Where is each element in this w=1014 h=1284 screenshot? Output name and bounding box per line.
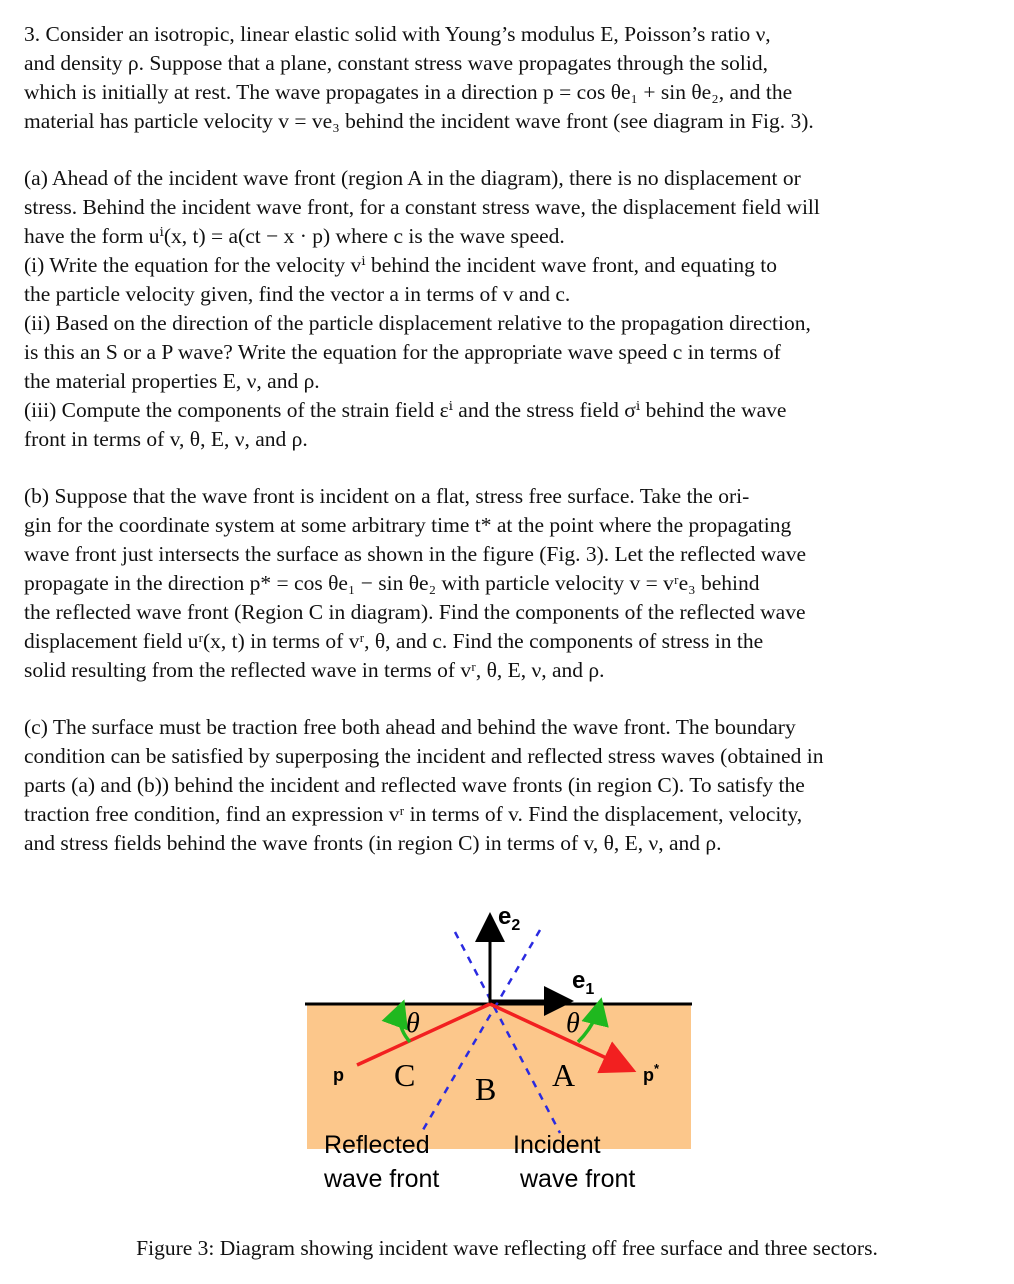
pstar-label: p*: [643, 1061, 660, 1085]
text-line: (b) Suppose that the wave front is incident on a flat, stress free surface. Take the ori-: [24, 484, 750, 508]
text-line: the reflected wave front (Region C in diagram). Find the components of the reflected wave: [24, 600, 806, 624]
text-line: front in terms of v, θ, E, ν, and ρ.: [24, 427, 308, 451]
text-line: traction free condition, find an expression vʳ in terms of v. Find the displacement, velocity,: [24, 802, 803, 826]
text-line: which is initially at rest. The wave propagates in a direction p = cos θe₁ + sin θe₂, and the: [24, 80, 793, 104]
text-line: is this an S or a P wave? Write the equation for the appropriate wave speed c in terms of: [24, 340, 781, 364]
wave-diagram: [0, 880, 1014, 1210]
problem-intro: [24, 20, 960, 136]
part-c: [24, 713, 960, 858]
text-line: and density ρ. Suppose that a plane, constant stress wave propagates through the solid,: [24, 51, 768, 75]
region-a-label: A: [552, 1057, 576, 1093]
text-line: condition can be satisfied by superposing the incident and reflected stress waves (obtained in: [24, 744, 824, 768]
reflected-label-2: wave front: [324, 1165, 440, 1193]
text-line: parts (a) and (b)) behind the incident and reflected wave fronts (in region C). To satisfy the: [24, 773, 805, 797]
figure-3: [0, 880, 1014, 1210]
text-line: displacement field uʳ(x, t) in terms of vʳ, θ, and c. Find the components of stress in the: [24, 629, 764, 653]
text-line: (a) Ahead of the incident wave front (region A in the diagram), there is no displacement or: [24, 166, 801, 190]
text-line: and stress fields behind the wave fronts (in region C) in terms of v, θ, E, ν, and ρ.: [24, 831, 722, 855]
reflected-label-1: Reflected: [324, 1131, 430, 1159]
incident-label-2: wave front: [520, 1165, 636, 1193]
solid-region: [307, 1004, 691, 1149]
text-line: propagate in the direction p* = cos θe₁ − sin θe₂ with particle velocity v = vʳe₃ behind: [24, 571, 760, 595]
text-line: have the form uⁱ(x, t) = a(ct − x · p) where c is the wave speed.: [24, 224, 565, 248]
text-line: (ii) Based on the direction of the particle displacement relative to the propagation direction,: [24, 311, 811, 335]
text-line: (c) The surface must be traction free both ahead and behind the wave front. The boundary: [24, 715, 796, 739]
theta-right-label: θ: [566, 1008, 580, 1039]
text-line: wave front just intersects the surface as shown in the figure (Fig. 3). Let the reflected wave: [24, 542, 807, 566]
part-a: [24, 164, 960, 454]
text-line: (i) Write the equation for the velocity vⁱ behind the incident wave front, and equating to: [24, 253, 777, 277]
text-line: gin for the coordinate system at some arbitrary time t* at the point where the propagating: [24, 513, 792, 537]
text-line: the material properties E, ν, and ρ.: [24, 369, 320, 393]
figure-caption: Figure 3: Diagram showing incident wave reflecting off free surface and three sectors.: [136, 1236, 878, 1260]
incident-label-1: Incident: [513, 1131, 601, 1159]
text-line: (iii) Compute the components of the strain field εⁱ and the stress field σⁱ behind the wave: [24, 398, 787, 422]
part-b: [24, 482, 960, 685]
text-line: the particle velocity given, find the vector a in terms of v and c.: [24, 282, 571, 306]
e2-label: $e_2$: [498, 903, 521, 934]
region-b-label: B: [475, 1071, 497, 1107]
theta-left-label: θ: [406, 1008, 420, 1039]
e1-label: $e_1$: [572, 967, 595, 998]
text-line: stress. Behind the incident wave front, for a constant stress wave, the displacement field will: [24, 195, 820, 219]
p-label: p: [333, 1065, 344, 1085]
text-line: 3. Consider an isotropic, linear elastic solid with Young’s modulus E, Poisson’s ratio ν,: [24, 22, 771, 46]
region-c-label: C: [394, 1057, 416, 1093]
text-line: material has particle velocity v = ve₃ behind the incident wave front (see diagram in Fig. 3).: [24, 109, 814, 133]
text-line: solid resulting from the reflected wave in terms of vʳ, θ, E, ν, and ρ.: [24, 658, 605, 682]
